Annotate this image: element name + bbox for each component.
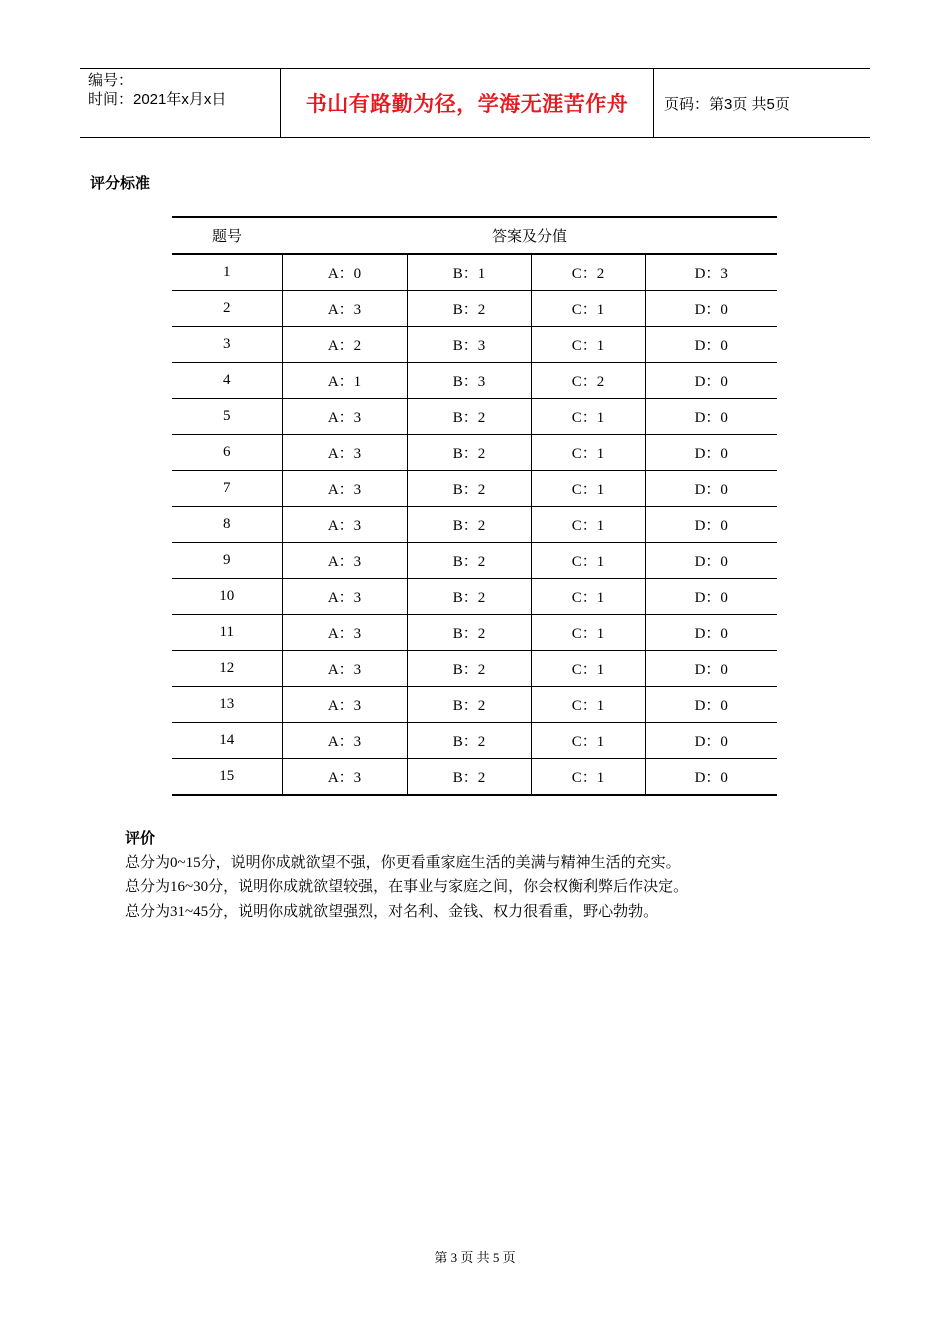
answer-score-cell: D：0 xyxy=(645,327,777,363)
answer-score-cell: C：1 xyxy=(531,399,645,435)
table-row xyxy=(172,615,777,651)
table-row xyxy=(172,507,777,543)
answer-score-cell: B：2 xyxy=(407,291,531,327)
answer-score-cell: C：1 xyxy=(531,543,645,579)
answer-score-cell: C：1 xyxy=(531,327,645,363)
table-row xyxy=(172,687,777,723)
question-number-cell: 6 xyxy=(223,444,231,460)
answer-score-cell: D：0 xyxy=(645,507,777,543)
table-row xyxy=(172,254,777,291)
answer-score-cell: A：3 xyxy=(282,615,407,651)
table-row xyxy=(172,723,777,759)
answer-score-cell: B：2 xyxy=(407,687,531,723)
answer-score-cell: D：0 xyxy=(645,291,777,327)
answer-score-cell: B：1 xyxy=(407,254,531,291)
answer-score-cell: C：1 xyxy=(531,507,645,543)
question-number-cell: 9 xyxy=(223,552,231,568)
question-number-cell: 10 xyxy=(219,588,235,604)
answer-score-cell: D：3 xyxy=(645,254,777,291)
question-number-cell: 11 xyxy=(219,624,234,640)
answer-score-cell: A：3 xyxy=(282,579,407,615)
answer-score-cell: B：2 xyxy=(407,471,531,507)
question-number-cell: 3 xyxy=(223,336,231,352)
header-page-label: 页码：第3页 共5页 xyxy=(664,95,790,113)
table-row xyxy=(172,759,777,796)
question-number-cell: 14 xyxy=(219,732,235,748)
answer-score-cell: C：1 xyxy=(531,291,645,327)
answer-score-cell: D：0 xyxy=(645,543,777,579)
answer-score-cell: A：3 xyxy=(282,723,407,759)
evaluation-title: 评价 xyxy=(125,829,156,847)
answer-score-cell: B：2 xyxy=(407,759,531,796)
answer-score-cell: D：0 xyxy=(645,471,777,507)
answer-score-cell: A：3 xyxy=(282,399,407,435)
answer-score-cell: B：2 xyxy=(407,507,531,543)
answer-score-cell: A：3 xyxy=(282,651,407,687)
table-row xyxy=(172,651,777,687)
page-footer: 第 3 页 共 5 页 xyxy=(434,1250,516,1265)
evaluation-line: 总分为31~45分，说明你成就欲望强烈，对名利、金钱、权力很看重，野心勃勃。 xyxy=(125,903,659,920)
table-row xyxy=(172,435,777,471)
evaluation-line: 总分为0~15分，说明你成就欲望不强，你更看重家庭生活的美满与精神生活的充实。 xyxy=(125,854,681,871)
table-row xyxy=(172,543,777,579)
header-motto: 书山有路勤为径，学海无涯苦作舟 xyxy=(281,69,654,137)
question-number-cell: 8 xyxy=(223,516,231,532)
question-number-cell: 5 xyxy=(223,408,231,424)
answer-score-cell: A：3 xyxy=(282,543,407,579)
answer-score-cell: C：1 xyxy=(531,759,645,796)
answer-score-cell: C：1 xyxy=(531,579,645,615)
answer-score-cell: D：0 xyxy=(645,615,777,651)
answer-score-cell: C：1 xyxy=(531,615,645,651)
answer-score-cell: D：0 xyxy=(645,435,777,471)
answer-score-cell: C：1 xyxy=(531,651,645,687)
question-number-cell: 15 xyxy=(219,768,235,784)
answer-score-cell: B：2 xyxy=(407,579,531,615)
answer-score-cell: D：0 xyxy=(645,687,777,723)
answer-score-cell: B：2 xyxy=(407,399,531,435)
answer-score-cell: A：1 xyxy=(282,363,407,399)
answer-score-cell: B：2 xyxy=(407,543,531,579)
answer-score-cell: D：0 xyxy=(645,363,777,399)
document-date-label: 时间：2021年x月x日 xyxy=(88,91,227,108)
table-row xyxy=(172,579,777,615)
table-body xyxy=(172,254,777,795)
answer-score-cell: D：0 xyxy=(645,651,777,687)
answer-score-cell: B：2 xyxy=(407,615,531,651)
scoring-table xyxy=(172,216,777,796)
answer-score-cell: C：1 xyxy=(531,723,645,759)
answer-score-cell: A：3 xyxy=(282,687,407,723)
answer-score-cell: A：3 xyxy=(282,507,407,543)
answer-score-cell: D：0 xyxy=(645,759,777,796)
answer-score-cell: B：3 xyxy=(407,327,531,363)
question-number-cell: 4 xyxy=(223,372,231,388)
table-row xyxy=(172,471,777,507)
question-number-cell: 1 xyxy=(223,264,231,280)
answer-score-cell: C：2 xyxy=(531,363,645,399)
section-title: 评分标准 xyxy=(90,174,151,192)
answer-score-cell: B：2 xyxy=(407,651,531,687)
question-number-cell: 12 xyxy=(219,660,235,676)
table-row xyxy=(172,327,777,363)
answer-score-cell: B：2 xyxy=(407,723,531,759)
column-header-question: 题号 xyxy=(211,229,242,245)
answer-score-cell: C：1 xyxy=(531,687,645,723)
answer-score-cell: B：3 xyxy=(407,363,531,399)
answer-score-cell: C：1 xyxy=(531,435,645,471)
answer-score-cell: A：3 xyxy=(282,291,407,327)
answer-score-cell: A：0 xyxy=(282,254,407,291)
answer-score-cell: A：3 xyxy=(282,759,407,796)
answer-score-cell: A：3 xyxy=(282,471,407,507)
answer-score-cell: B：2 xyxy=(407,435,531,471)
evaluation-section xyxy=(125,826,688,924)
answer-score-cell: D：0 xyxy=(645,399,777,435)
answer-score-cell: D：0 xyxy=(645,723,777,759)
question-number-cell: 13 xyxy=(219,696,235,712)
document-number-label: 编号： xyxy=(88,72,134,89)
table-row xyxy=(172,363,777,399)
table-header-row xyxy=(172,217,777,254)
question-number-cell: 7 xyxy=(223,480,231,496)
evaluation-line: 总分为16~30分，说明你成就欲望较强，在事业与家庭之间，你会权衡利弊后作决定。 xyxy=(125,879,689,895)
answer-score-cell: C：2 xyxy=(531,254,645,291)
table-row xyxy=(172,399,777,435)
question-number-cell: 2 xyxy=(223,300,231,316)
table-row xyxy=(172,291,777,327)
header-meta xyxy=(80,69,281,137)
page-header xyxy=(80,68,870,138)
answer-score-cell: A：2 xyxy=(282,327,407,363)
column-header-answers: 答案及分值 xyxy=(491,229,567,245)
answer-score-cell: D：0 xyxy=(645,579,777,615)
answer-score-cell: C：1 xyxy=(531,471,645,507)
answer-score-cell: A：3 xyxy=(282,435,407,471)
